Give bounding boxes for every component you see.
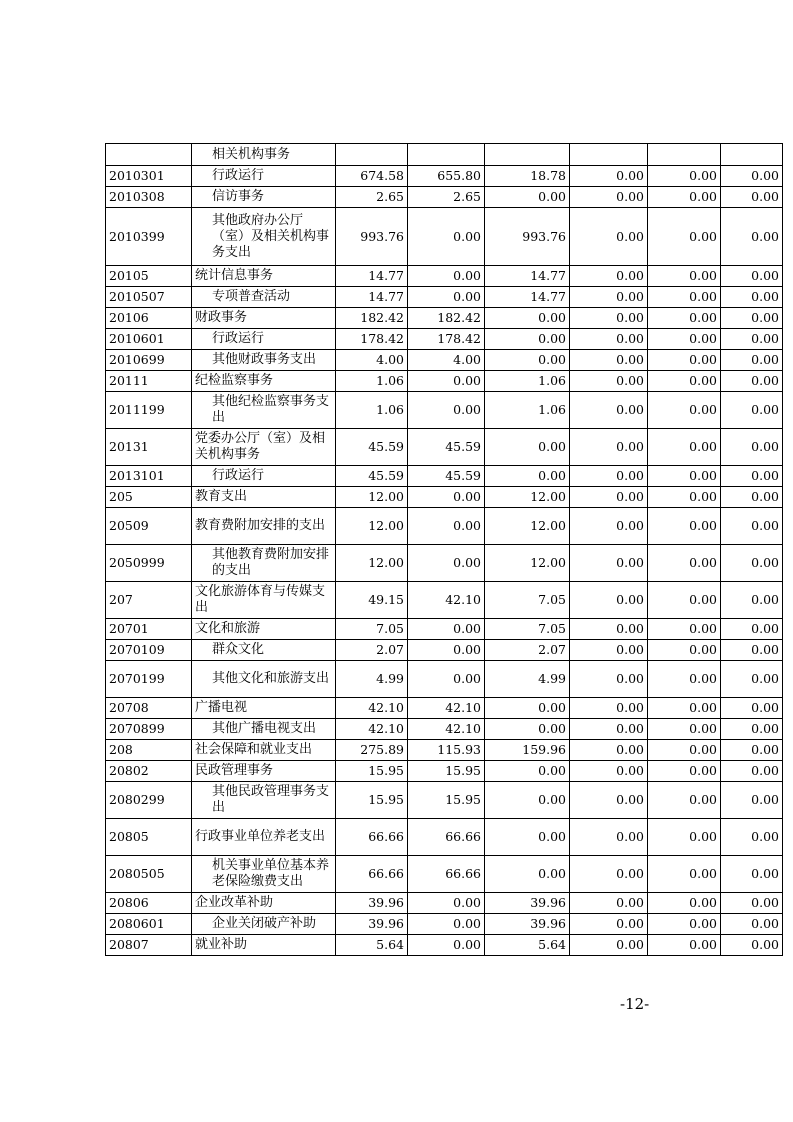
amount-cell: 7.05 bbox=[336, 619, 408, 640]
amount-cell: 0.00 bbox=[570, 392, 648, 429]
amount-cell: 12.00 bbox=[485, 487, 570, 508]
budget-table bbox=[105, 143, 783, 956]
amount-cell: 4.00 bbox=[336, 350, 408, 371]
amount-cell: 0.00 bbox=[721, 208, 783, 266]
table-row bbox=[106, 371, 783, 392]
subject-code-cell: 2010301 bbox=[106, 166, 192, 187]
amount-cell: 4.99 bbox=[336, 661, 408, 698]
amount-cell: 0.00 bbox=[721, 466, 783, 487]
amount-cell: 0.00 bbox=[570, 287, 648, 308]
amount-cell: 1.06 bbox=[485, 392, 570, 429]
amount-cell: 0.00 bbox=[485, 308, 570, 329]
amount-cell: 15.95 bbox=[408, 782, 485, 819]
subject-code-cell: 2010308 bbox=[106, 187, 192, 208]
amount-cell: 275.89 bbox=[336, 740, 408, 761]
amount-cell: 0.00 bbox=[485, 429, 570, 466]
amount-cell: 0.00 bbox=[570, 856, 648, 893]
subject-code-cell: 20806 bbox=[106, 893, 192, 914]
amount-cell: 0.00 bbox=[570, 187, 648, 208]
amount-cell: 42.10 bbox=[408, 698, 485, 719]
table-row bbox=[106, 698, 783, 719]
subject-code-cell: 2011199 bbox=[106, 392, 192, 429]
subject-name-cell: 财政事务 bbox=[192, 308, 336, 329]
table-row bbox=[106, 782, 783, 819]
amount-cell: 0.00 bbox=[408, 266, 485, 287]
subject-code-cell: 20802 bbox=[106, 761, 192, 782]
amount-cell: 0.00 bbox=[721, 429, 783, 466]
subject-name-cell: 行政事业单位养老支出 bbox=[192, 819, 336, 856]
amount-cell: 0.00 bbox=[648, 661, 721, 698]
amount-cell bbox=[721, 144, 783, 166]
subject-name-cell: 机关事业单位基本养老保险缴费支出 bbox=[192, 856, 336, 893]
amount-cell: 0.00 bbox=[721, 819, 783, 856]
amount-cell: 42.10 bbox=[336, 719, 408, 740]
subject-name-cell: 就业补助 bbox=[192, 935, 336, 956]
table-row bbox=[106, 208, 783, 266]
amount-cell: 0.00 bbox=[485, 350, 570, 371]
amount-cell: 39.96 bbox=[485, 893, 570, 914]
amount-cell: 2.07 bbox=[485, 640, 570, 661]
amount-cell: 12.00 bbox=[336, 508, 408, 545]
amount-cell: 0.00 bbox=[721, 619, 783, 640]
subject-code-cell: 2010399 bbox=[106, 208, 192, 266]
amount-cell: 7.05 bbox=[485, 619, 570, 640]
amount-cell: 2.07 bbox=[336, 640, 408, 661]
subject-name-cell: 企业改革补助 bbox=[192, 893, 336, 914]
amount-cell: 2.65 bbox=[408, 187, 485, 208]
amount-cell: 0.00 bbox=[648, 392, 721, 429]
subject-code-cell: 2010507 bbox=[106, 287, 192, 308]
amount-cell: 49.15 bbox=[336, 582, 408, 619]
amount-cell: 0.00 bbox=[721, 719, 783, 740]
page-number: -12- bbox=[620, 995, 650, 1013]
amount-cell: 0.00 bbox=[648, 914, 721, 935]
amount-cell: 66.66 bbox=[336, 856, 408, 893]
amount-cell bbox=[336, 144, 408, 166]
subject-name-cell: 民政管理事务 bbox=[192, 761, 336, 782]
amount-cell: 0.00 bbox=[570, 761, 648, 782]
amount-cell: 0.00 bbox=[570, 819, 648, 856]
amount-cell: 0.00 bbox=[408, 914, 485, 935]
amount-cell: 15.95 bbox=[408, 761, 485, 782]
subject-name-cell: 群众文化 bbox=[192, 640, 336, 661]
table-row bbox=[106, 761, 783, 782]
amount-cell: 0.00 bbox=[408, 392, 485, 429]
table-row bbox=[106, 619, 783, 640]
amount-cell: 39.96 bbox=[336, 914, 408, 935]
subject-code-cell: 2080505 bbox=[106, 856, 192, 893]
amount-cell: 14.77 bbox=[485, 287, 570, 308]
amount-cell: 0.00 bbox=[570, 935, 648, 956]
table-row bbox=[106, 819, 783, 856]
amount-cell: 0.00 bbox=[408, 508, 485, 545]
subject-code-cell: 2010699 bbox=[106, 350, 192, 371]
table-row bbox=[106, 429, 783, 466]
amount-cell: 0.00 bbox=[485, 187, 570, 208]
amount-cell: 0.00 bbox=[648, 619, 721, 640]
amount-cell: 0.00 bbox=[721, 698, 783, 719]
amount-cell: 0.00 bbox=[570, 914, 648, 935]
table-row bbox=[106, 144, 783, 166]
amount-cell: 0.00 bbox=[721, 893, 783, 914]
amount-cell: 0.00 bbox=[721, 935, 783, 956]
amount-cell: 0.00 bbox=[648, 698, 721, 719]
amount-cell: 12.00 bbox=[485, 545, 570, 582]
table-row bbox=[106, 392, 783, 429]
amount-cell: 0.00 bbox=[408, 371, 485, 392]
amount-cell: 42.10 bbox=[408, 582, 485, 619]
amount-cell: 0.00 bbox=[721, 761, 783, 782]
amount-cell: 12.00 bbox=[485, 508, 570, 545]
table-row bbox=[106, 187, 783, 208]
amount-cell: 18.78 bbox=[485, 166, 570, 187]
amount-cell: 0.00 bbox=[721, 545, 783, 582]
table-row bbox=[106, 308, 783, 329]
amount-cell: 39.96 bbox=[485, 914, 570, 935]
amount-cell: 0.00 bbox=[721, 508, 783, 545]
amount-cell bbox=[570, 144, 648, 166]
amount-cell: 45.59 bbox=[408, 466, 485, 487]
amount-cell: 0.00 bbox=[485, 819, 570, 856]
amount-cell: 66.66 bbox=[408, 819, 485, 856]
subject-name-cell: 纪检监察事务 bbox=[192, 371, 336, 392]
amount-cell: 0.00 bbox=[648, 287, 721, 308]
subject-code-cell: 2080601 bbox=[106, 914, 192, 935]
subject-code-cell: 20106 bbox=[106, 308, 192, 329]
subject-name-cell: 教育费附加安排的支出 bbox=[192, 508, 336, 545]
amount-cell: 42.10 bbox=[408, 719, 485, 740]
amount-cell: 0.00 bbox=[721, 782, 783, 819]
subject-code-cell: 2070109 bbox=[106, 640, 192, 661]
table-row bbox=[106, 329, 783, 350]
amount-cell: 0.00 bbox=[570, 329, 648, 350]
amount-cell: 0.00 bbox=[648, 508, 721, 545]
amount-cell: 1.06 bbox=[336, 371, 408, 392]
amount-cell: 0.00 bbox=[721, 661, 783, 698]
amount-cell: 0.00 bbox=[721, 371, 783, 392]
amount-cell: 0.00 bbox=[721, 914, 783, 935]
amount-cell: 0.00 bbox=[408, 619, 485, 640]
amount-cell: 0.00 bbox=[485, 856, 570, 893]
amount-cell: 66.66 bbox=[408, 856, 485, 893]
amount-cell bbox=[408, 144, 485, 166]
amount-cell: 0.00 bbox=[721, 308, 783, 329]
table-row bbox=[106, 350, 783, 371]
amount-cell: 0.00 bbox=[408, 487, 485, 508]
amount-cell: 993.76 bbox=[485, 208, 570, 266]
amount-cell: 178.42 bbox=[336, 329, 408, 350]
amount-cell: 0.00 bbox=[485, 466, 570, 487]
amount-cell: 0.00 bbox=[648, 329, 721, 350]
amount-cell: 0.00 bbox=[721, 640, 783, 661]
amount-cell: 0.00 bbox=[648, 429, 721, 466]
amount-cell: 14.77 bbox=[485, 266, 570, 287]
subject-name-cell: 党委办公厅（室）及相关机构事务 bbox=[192, 429, 336, 466]
subject-code-cell: 20131 bbox=[106, 429, 192, 466]
amount-cell: 45.59 bbox=[336, 429, 408, 466]
table-row bbox=[106, 661, 783, 698]
table-row bbox=[106, 719, 783, 740]
subject-name-cell: 专项普查活动 bbox=[192, 287, 336, 308]
subject-name-cell: 行政运行 bbox=[192, 166, 336, 187]
amount-cell: 0.00 bbox=[648, 487, 721, 508]
amount-cell: 15.95 bbox=[336, 761, 408, 782]
subject-name-cell: 其他政府办公厅（室）及相关机构事务支出 bbox=[192, 208, 336, 266]
subject-code-cell: 20701 bbox=[106, 619, 192, 640]
table-row bbox=[106, 856, 783, 893]
amount-cell: 0.00 bbox=[721, 350, 783, 371]
amount-cell: 1.06 bbox=[336, 392, 408, 429]
subject-code-cell: 2070899 bbox=[106, 719, 192, 740]
subject-name-cell: 行政运行 bbox=[192, 466, 336, 487]
amount-cell bbox=[485, 144, 570, 166]
table-row bbox=[106, 914, 783, 935]
amount-cell: 1.06 bbox=[485, 371, 570, 392]
amount-cell: 0.00 bbox=[570, 545, 648, 582]
amount-cell bbox=[648, 144, 721, 166]
table-row bbox=[106, 740, 783, 761]
amount-cell: 0.00 bbox=[648, 719, 721, 740]
subject-name-cell: 企业关闭破产补助 bbox=[192, 914, 336, 935]
amount-cell: 0.00 bbox=[570, 698, 648, 719]
amount-cell: 2.65 bbox=[336, 187, 408, 208]
subject-code-cell: 208 bbox=[106, 740, 192, 761]
amount-cell: 178.42 bbox=[408, 329, 485, 350]
amount-cell: 0.00 bbox=[570, 640, 648, 661]
amount-cell: 0.00 bbox=[408, 935, 485, 956]
amount-cell: 655.80 bbox=[408, 166, 485, 187]
table-row bbox=[106, 545, 783, 582]
amount-cell: 0.00 bbox=[485, 782, 570, 819]
amount-cell: 0.00 bbox=[648, 761, 721, 782]
table-row bbox=[106, 287, 783, 308]
amount-cell: 45.59 bbox=[336, 466, 408, 487]
subject-code-cell bbox=[106, 144, 192, 166]
amount-cell: 0.00 bbox=[648, 466, 721, 487]
amount-cell: 0.00 bbox=[570, 740, 648, 761]
subject-code-cell: 20805 bbox=[106, 819, 192, 856]
amount-cell: 0.00 bbox=[648, 208, 721, 266]
amount-cell: 0.00 bbox=[721, 287, 783, 308]
amount-cell: 0.00 bbox=[408, 893, 485, 914]
table-row bbox=[106, 640, 783, 661]
amount-cell: 0.00 bbox=[485, 329, 570, 350]
amount-cell: 0.00 bbox=[648, 819, 721, 856]
amount-cell: 0.00 bbox=[570, 661, 648, 698]
amount-cell: 0.00 bbox=[648, 856, 721, 893]
subject-name-cell: 相关机构事务 bbox=[192, 144, 336, 166]
amount-cell: 0.00 bbox=[721, 187, 783, 208]
subject-name-cell: 行政运行 bbox=[192, 329, 336, 350]
amount-cell: 0.00 bbox=[570, 208, 648, 266]
amount-cell: 159.96 bbox=[485, 740, 570, 761]
amount-cell: 993.76 bbox=[336, 208, 408, 266]
amount-cell: 0.00 bbox=[570, 266, 648, 287]
amount-cell: 0.00 bbox=[648, 545, 721, 582]
amount-cell: 0.00 bbox=[570, 350, 648, 371]
amount-cell: 0.00 bbox=[485, 761, 570, 782]
amount-cell: 0.00 bbox=[648, 187, 721, 208]
amount-cell: 0.00 bbox=[721, 582, 783, 619]
amount-cell: 0.00 bbox=[648, 935, 721, 956]
amount-cell: 0.00 bbox=[721, 266, 783, 287]
table-row bbox=[106, 935, 783, 956]
amount-cell: 0.00 bbox=[570, 466, 648, 487]
amount-cell: 0.00 bbox=[721, 856, 783, 893]
subject-name-cell: 其他教育费附加安排的支出 bbox=[192, 545, 336, 582]
subject-name-cell: 其他财政事务支出 bbox=[192, 350, 336, 371]
amount-cell: 0.00 bbox=[648, 740, 721, 761]
amount-cell: 0.00 bbox=[408, 545, 485, 582]
subject-code-cell: 20105 bbox=[106, 266, 192, 287]
amount-cell: 66.66 bbox=[336, 819, 408, 856]
subject-code-cell: 2070199 bbox=[106, 661, 192, 698]
amount-cell: 0.00 bbox=[570, 582, 648, 619]
subject-name-cell: 文化和旅游 bbox=[192, 619, 336, 640]
table-row bbox=[106, 582, 783, 619]
amount-cell: 0.00 bbox=[648, 350, 721, 371]
amount-cell: 0.00 bbox=[648, 582, 721, 619]
subject-code-cell: 2010601 bbox=[106, 329, 192, 350]
amount-cell: 0.00 bbox=[721, 392, 783, 429]
amount-cell: 0.00 bbox=[721, 329, 783, 350]
amount-cell: 0.00 bbox=[570, 893, 648, 914]
subject-name-cell: 其他文化和旅游支出 bbox=[192, 661, 336, 698]
amount-cell: 0.00 bbox=[570, 166, 648, 187]
amount-cell: 0.00 bbox=[408, 661, 485, 698]
subject-name-cell: 其他广播电视支出 bbox=[192, 719, 336, 740]
subject-name-cell: 其他民政管理事务支出 bbox=[192, 782, 336, 819]
amount-cell: 0.00 bbox=[485, 698, 570, 719]
amount-cell: 42.10 bbox=[336, 698, 408, 719]
amount-cell: 15.95 bbox=[336, 782, 408, 819]
amount-cell: 0.00 bbox=[648, 308, 721, 329]
amount-cell: 0.00 bbox=[648, 266, 721, 287]
subject-name-cell: 其他纪检监察事务支出 bbox=[192, 392, 336, 429]
amount-cell: 182.42 bbox=[408, 308, 485, 329]
subject-code-cell: 20111 bbox=[106, 371, 192, 392]
amount-cell: 0.00 bbox=[570, 487, 648, 508]
amount-cell: 0.00 bbox=[721, 740, 783, 761]
amount-cell: 0.00 bbox=[570, 371, 648, 392]
amount-cell: 0.00 bbox=[570, 619, 648, 640]
amount-cell: 5.64 bbox=[336, 935, 408, 956]
amount-cell: 39.96 bbox=[336, 893, 408, 914]
amount-cell: 674.58 bbox=[336, 166, 408, 187]
table-body bbox=[106, 144, 783, 956]
amount-cell: 182.42 bbox=[336, 308, 408, 329]
subject-name-cell: 文化旅游体育与传媒支出 bbox=[192, 582, 336, 619]
table-row bbox=[106, 266, 783, 287]
amount-cell: 0.00 bbox=[648, 782, 721, 819]
amount-cell: 5.64 bbox=[485, 935, 570, 956]
amount-cell: 0.00 bbox=[648, 640, 721, 661]
subject-name-cell: 社会保障和就业支出 bbox=[192, 740, 336, 761]
amount-cell: 0.00 bbox=[570, 308, 648, 329]
amount-cell: 0.00 bbox=[570, 508, 648, 545]
subject-code-cell: 205 bbox=[106, 487, 192, 508]
subject-code-cell: 20807 bbox=[106, 935, 192, 956]
table-row bbox=[106, 508, 783, 545]
subject-code-cell: 2050999 bbox=[106, 545, 192, 582]
amount-cell: 0.00 bbox=[570, 719, 648, 740]
amount-cell: 0.00 bbox=[408, 640, 485, 661]
table-row bbox=[106, 466, 783, 487]
amount-cell: 4.99 bbox=[485, 661, 570, 698]
amount-cell: 12.00 bbox=[336, 487, 408, 508]
amount-cell: 0.00 bbox=[485, 719, 570, 740]
amount-cell: 0.00 bbox=[721, 166, 783, 187]
subject-code-cell: 2013101 bbox=[106, 466, 192, 487]
amount-cell: 115.93 bbox=[408, 740, 485, 761]
amount-cell: 0.00 bbox=[721, 487, 783, 508]
table-row bbox=[106, 166, 783, 187]
subject-code-cell: 20708 bbox=[106, 698, 192, 719]
subject-name-cell: 教育支出 bbox=[192, 487, 336, 508]
amount-cell: 45.59 bbox=[408, 429, 485, 466]
subject-name-cell: 广播电视 bbox=[192, 698, 336, 719]
amount-cell: 0.00 bbox=[408, 208, 485, 266]
subject-code-cell: 207 bbox=[106, 582, 192, 619]
table-row bbox=[106, 487, 783, 508]
amount-cell: 0.00 bbox=[648, 893, 721, 914]
amount-cell: 4.00 bbox=[408, 350, 485, 371]
amount-cell: 7.05 bbox=[485, 582, 570, 619]
amount-cell: 0.00 bbox=[408, 287, 485, 308]
amount-cell: 0.00 bbox=[648, 166, 721, 187]
subject-name-cell: 信访事务 bbox=[192, 187, 336, 208]
amount-cell: 0.00 bbox=[648, 371, 721, 392]
amount-cell: 0.00 bbox=[570, 429, 648, 466]
amount-cell: 0.00 bbox=[570, 782, 648, 819]
amount-cell: 14.77 bbox=[336, 266, 408, 287]
subject-code-cell: 2080299 bbox=[106, 782, 192, 819]
subject-name-cell: 统计信息事务 bbox=[192, 266, 336, 287]
subject-code-cell: 20509 bbox=[106, 508, 192, 545]
amount-cell: 12.00 bbox=[336, 545, 408, 582]
table-row bbox=[106, 893, 783, 914]
amount-cell: 14.77 bbox=[336, 287, 408, 308]
